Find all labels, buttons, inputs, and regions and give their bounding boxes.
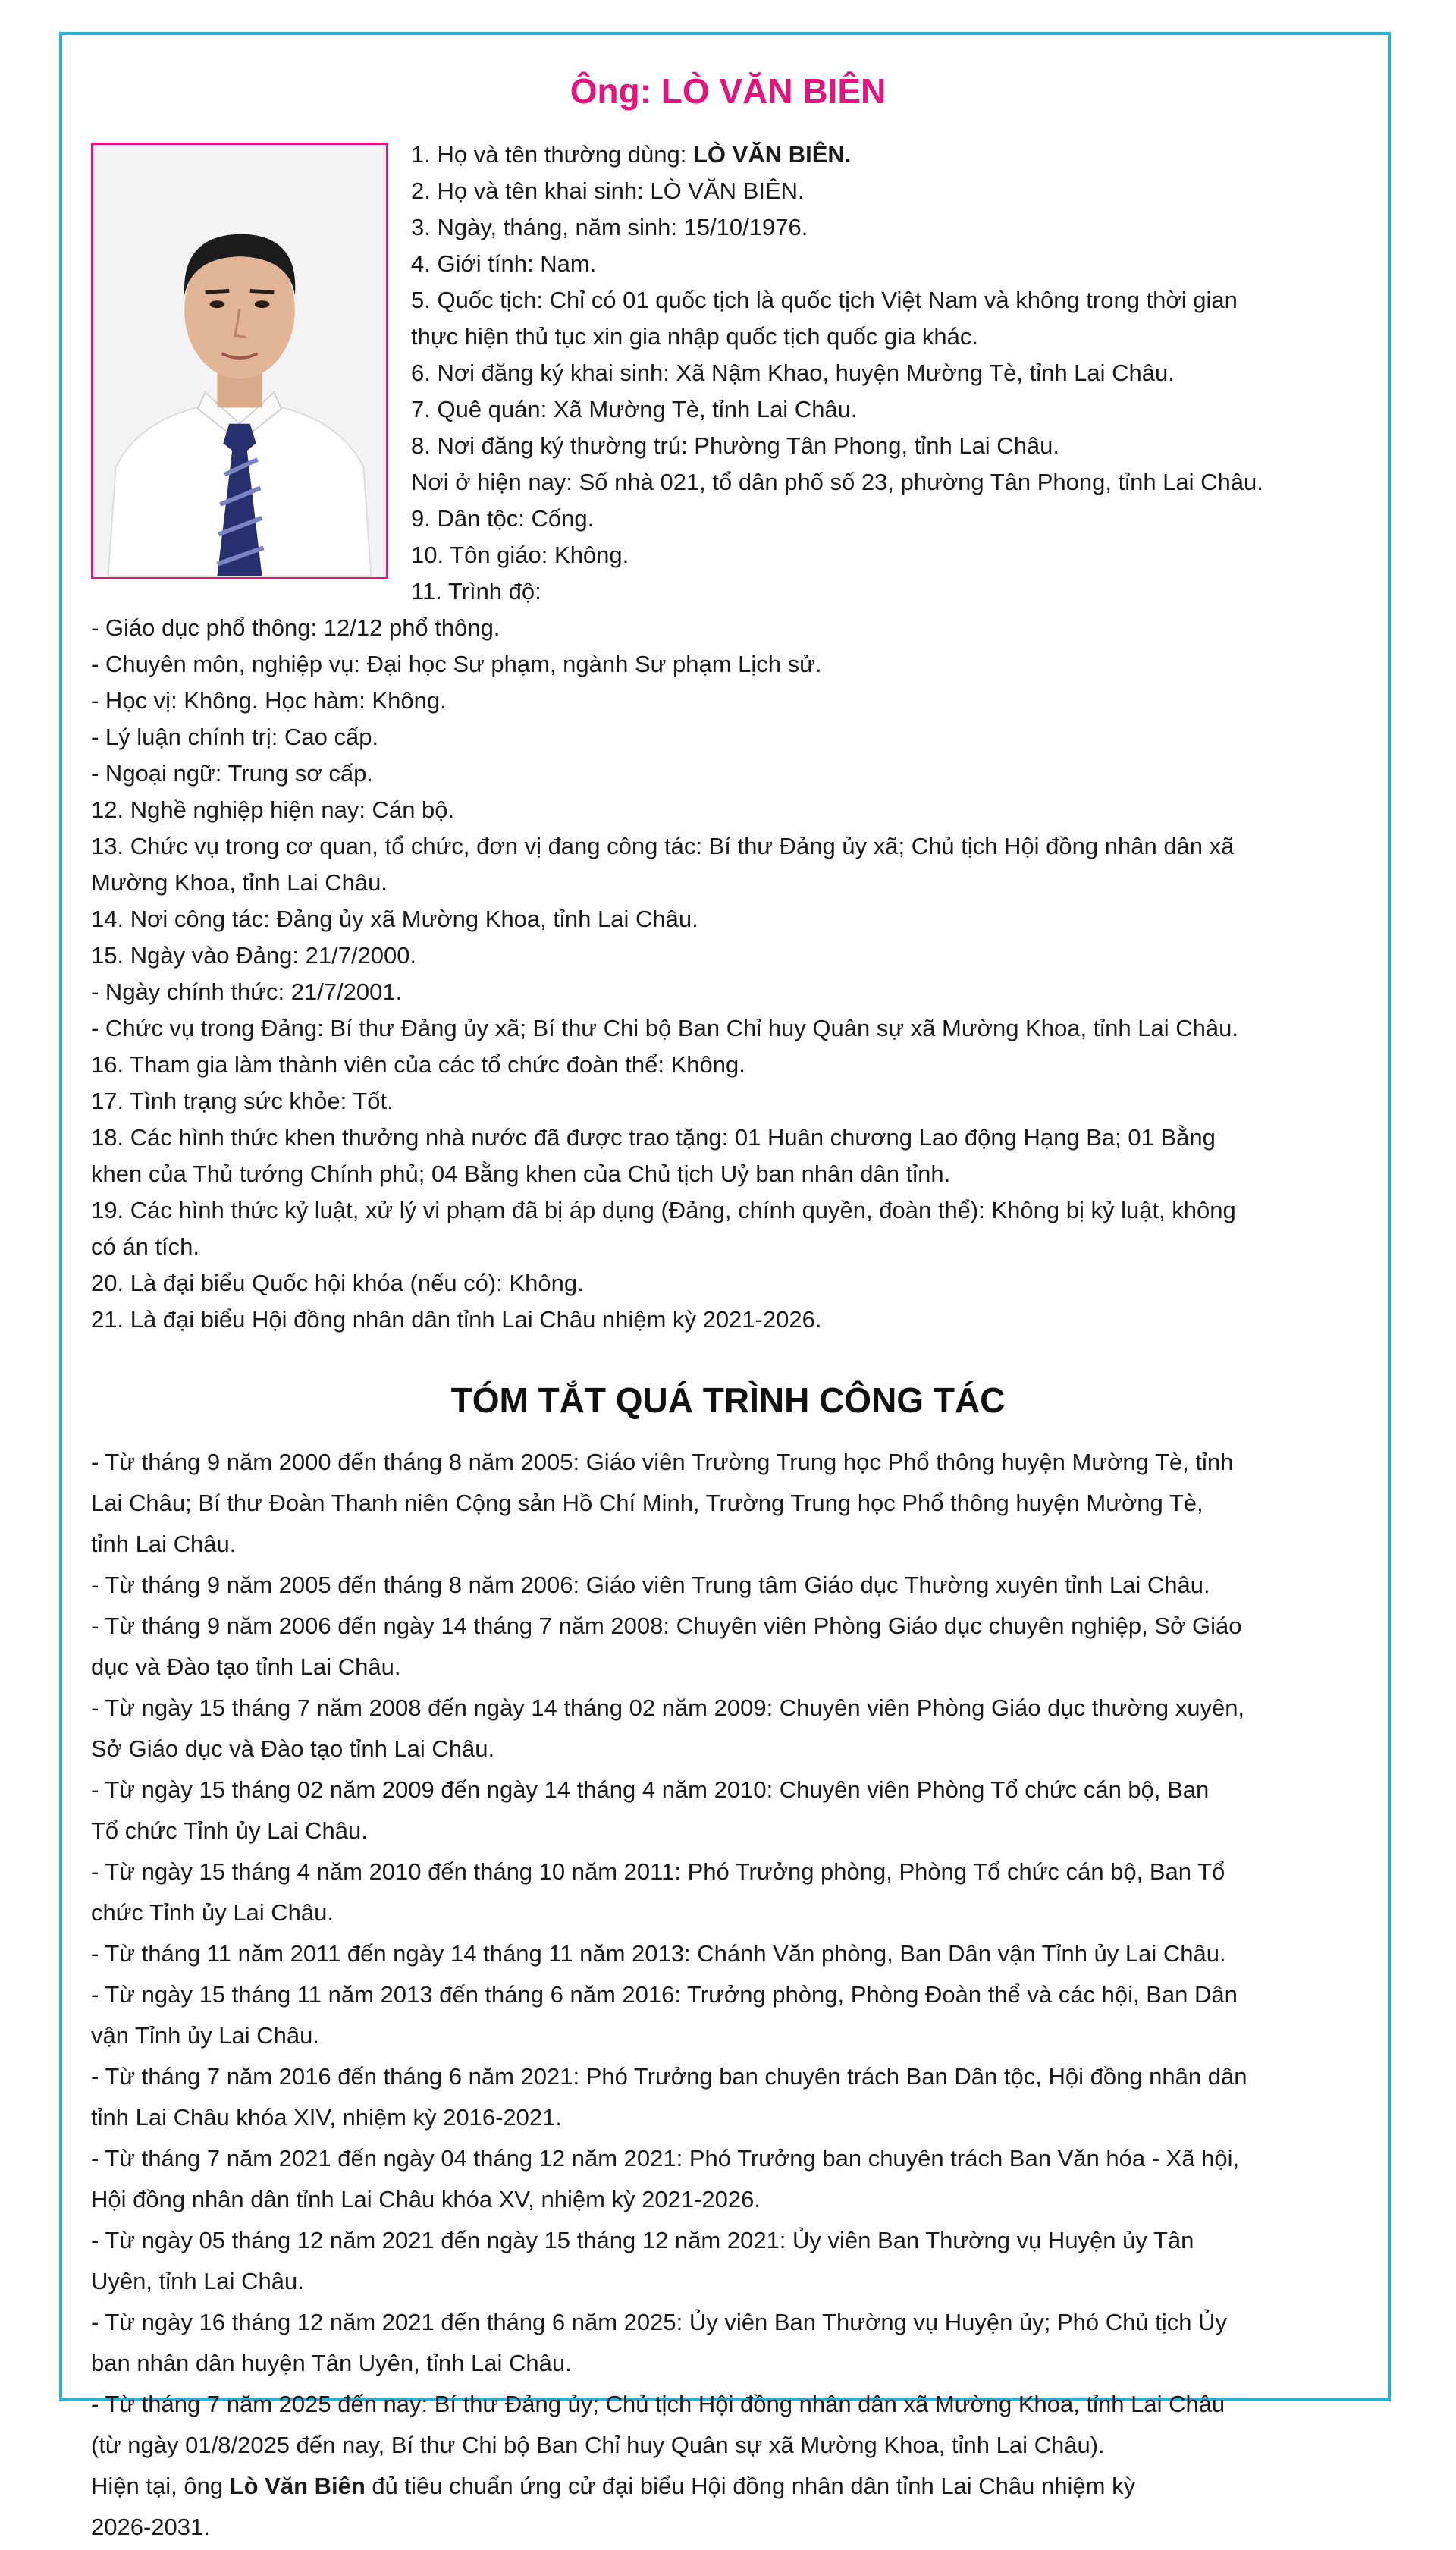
info-item-birth-registration: 6. Nơi đăng ký khai sinh: Xã Nậm Khao, huyện Mường Tè, tỉnh Lai Châu. xyxy=(411,360,1175,386)
info-item-religion: 10. Tôn giáo: Không. xyxy=(411,542,629,568)
career-section-title: TÓM TẮT QUÁ TRÌNH CÔNG TÁC xyxy=(450,1380,1006,1420)
info-item-nationality: 5. Quốc tịch: Chỉ có 01 quốc tịch là quốc tịch Việt Nam và không trong thời gian xyxy=(411,287,1238,313)
detail-line: 16. Tham gia làm thành viên của các tổ chức đoàn thể: Không. xyxy=(91,1051,745,1078)
info-label: 1. Họ và tên thường dùng: xyxy=(411,141,693,168)
conclusion-name: Lò Văn Biên xyxy=(229,2473,366,2499)
career-line: tỉnh Lai Châu khóa XIV, nhiệm kỳ 2016-2021. xyxy=(91,2104,562,2131)
career-entry xyxy=(91,2140,1365,2218)
detail-line: 14. Nơi công tác: Đảng ủy xã Mường Khoa, tỉnh Lai Châu. xyxy=(91,906,698,932)
info-item-common-name xyxy=(411,137,1365,173)
career-line: - Từ ngày 05 tháng 12 năm 2021 đến ngày 15 tháng 12 năm 2021: Ủy viên Ban Thường vụ Huyện ủy Tân xyxy=(91,2227,1194,2253)
info-item-permanent-residence: 8. Nơi đăng ký thường trú: Phường Tân Phong, tỉnh Lai Châu. xyxy=(411,432,1060,459)
career-entry xyxy=(91,2222,1365,2300)
detail-line: 21. Là đại biểu Hội đồng nhân dân tỉnh Lai Châu nhiệm kỳ 2021-2026. xyxy=(91,1306,822,1333)
career-entry xyxy=(91,1608,1365,1685)
career-line: - Từ tháng 7 năm 2025 đến nay: Bí thư Đảng ủy; Chủ tịch Hội đồng nhân dân xã Mường Khoa, tỉnh Lai Châu xyxy=(91,2391,1225,2417)
detail-line: 12. Nghề nghiệp hiện nay: Cán bộ. xyxy=(91,796,455,823)
detail-line: 18. Các hình thức khen thưởng nhà nước đã được trao tặng: 01 Huân chương Lao động Hạng Ba; 01 Bằng xyxy=(91,1124,1216,1151)
career-entry xyxy=(91,1567,1365,1603)
career-list xyxy=(91,1444,1365,2545)
detail-line: khen của Thủ tướng Chính phủ; 04 Bằng khen của Chủ tịch Uỷ ban nhân dân tỉnh. xyxy=(91,1160,951,1187)
info-item-nationality-cont: thực hiện thủ tục xin gia nhập quốc tịch quốc gia khác. xyxy=(411,323,979,350)
career-line: Uyên, tỉnh Lai Châu. xyxy=(91,2268,304,2294)
detail-line: - Giáo dục phổ thông: 12/12 phổ thông. xyxy=(91,614,500,641)
personal-info-list xyxy=(411,137,1365,610)
career-line: - Từ ngày 15 tháng 11 năm 2013 đến tháng 6 năm 2016: Trưởng phòng, Phòng Đoàn thể và các hội, Ban Dân xyxy=(91,1981,1238,2008)
detail-line: - Ngoại ngữ: Trung sơ cấp. xyxy=(91,760,373,787)
portrait-image xyxy=(93,145,386,577)
career-entry xyxy=(91,1772,1365,1849)
conclusion-suffix: đủ tiêu chuẩn ứng cử đại biểu Hội đồng nhân dân tỉnh Lai Châu nhiệm kỳ xyxy=(365,2473,1136,2499)
career-line: Lai Châu; Bí thư Đoàn Thanh niên Cộng sản Hồ Chí Minh, Trường Trung học Phổ thông huyện Mường Tè, xyxy=(91,1490,1203,1516)
career-line: Sở Giáo dục và Đào tạo tỉnh Lai Châu. xyxy=(91,1735,495,1762)
career-entry xyxy=(91,2304,1365,2382)
career-line: chức Tỉnh ủy Lai Châu. xyxy=(91,1899,334,1926)
career-line: - Từ tháng 9 năm 2006 đến ngày 14 tháng 7 năm 2008: Chuyên viên Phòng Giáo dục chuyên nghiệp, Sở Giáo xyxy=(91,1613,1242,1639)
profile-document xyxy=(91,68,1365,2550)
conclusion xyxy=(91,2468,1365,2545)
detail-line: - Ngày chính thức: 21/7/2001. xyxy=(91,978,403,1005)
career-line: tỉnh Lai Châu. xyxy=(91,1531,237,1557)
career-line: Tổ chức Tỉnh ủy Lai Châu. xyxy=(91,1817,368,1844)
conclusion-line-2: 2026-2031. xyxy=(91,2514,210,2540)
career-line: - Từ tháng 9 năm 2005 đến tháng 8 năm 2006: Giáo viên Trung tâm Giáo dục Thường xuyên tỉnh Lai Châu. xyxy=(91,1572,1210,1598)
info-value-common-name: LÒ VĂN BIÊN. xyxy=(693,141,852,168)
career-entry xyxy=(91,2386,1365,2464)
career-line: - Từ tháng 9 năm 2000 đến tháng 8 năm 2005: Giáo viên Trường Trung học Phổ thông huyện Mường Tè, tỉnh xyxy=(91,1449,1234,1475)
career-line: - Từ ngày 15 tháng 7 năm 2008 đến ngày 14 tháng 02 năm 2009: Chuyên viên Phòng Giáo dục thường xuyên, xyxy=(91,1694,1245,1721)
career-line: vận Tỉnh ủy Lai Châu. xyxy=(91,2022,320,2049)
detail-line: 19. Các hình thức kỷ luật, xử lý vi phạm đã bị áp dụng (Đảng, chính quyền, đoàn thể): Không bị kỷ luật, không xyxy=(91,1197,1236,1223)
career-entry xyxy=(91,1936,1365,1972)
career-line: - Từ ngày 15 tháng 02 năm 2009 đến ngày 14 tháng 4 năm 2010: Chuyên viên Phòng Tổ chức cán bộ, Ban xyxy=(91,1776,1210,1803)
career-line: (từ ngày 01/8/2025 đến nay, Bí thư Chi bộ Ban Chỉ huy Quân sự xã Mường Khoa, tỉnh Lai Châu). xyxy=(91,2432,1105,2458)
info-item-gender: 4. Giới tính: Nam. xyxy=(411,250,597,277)
detail-line: Mường Khoa, tỉnh Lai Châu. xyxy=(91,869,388,896)
career-line: - Từ tháng 7 năm 2021 đến ngày 04 tháng 12 năm 2021: Phó Trưởng ban chuyên trách Ban Văn hóa - Xã hội, xyxy=(91,2145,1240,2172)
info-item-birth-date: 3. Ngày, tháng, năm sinh: 15/10/1976. xyxy=(411,214,808,240)
detail-line: 17. Tình trạng sức khỏe: Tốt. xyxy=(91,1088,394,1114)
career-line: ban nhân dân huyện Tân Uyên, tỉnh Lai Châu. xyxy=(91,2350,572,2376)
career-line: - Từ tháng 7 năm 2016 đến tháng 6 năm 2021: Phó Trưởng ban chuyên trách Ban Dân tộc, Hội đồng nhân dân xyxy=(91,2063,1247,2090)
career-entry xyxy=(91,1977,1365,2054)
detail-line: - Lý luận chính trị: Cao cấp. xyxy=(91,724,379,750)
info-item-qualification: 11. Trình độ: xyxy=(411,578,541,605)
detail-line: 20. Là đại biểu Quốc hội khóa (nếu có): Không. xyxy=(91,1270,584,1296)
info-item-hometown: 7. Quê quán: Xã Mường Tè, tỉnh Lai Châu. xyxy=(411,396,858,422)
career-line: - Từ ngày 16 tháng 12 năm 2021 đến tháng 6 năm 2025: Ủy viên Ban Thường vụ Huyện ủy; Phó Chủ tịch Ủy xyxy=(91,2309,1227,2335)
info-item-ethnicity: 9. Dân tộc: Cống. xyxy=(411,505,595,532)
candidate-name-title: Ông: LÒ VĂN BIÊN xyxy=(570,71,886,111)
detail-line: - Chuyên môn, nghiệp vụ: Đại học Sư phạm, ngành Sư phạm Lịch sử. xyxy=(91,651,822,677)
candidate-portrait xyxy=(91,143,388,579)
career-entry xyxy=(91,2059,1365,2136)
conclusion-line xyxy=(91,2468,1365,2504)
detail-line: - Học vị: Không. Học hàm: Không. xyxy=(91,687,447,714)
detail-line: - Chức vụ trong Đảng: Bí thư Đảng ủy xã; Bí thư Chi bộ Ban Chỉ huy Quân sự xã Mường Khoa, tỉnh Lai Châu. xyxy=(91,1015,1238,1041)
career-line: Hội đồng nhân dân tỉnh Lai Châu khóa XV, nhiệm kỳ 2021-2026. xyxy=(91,2186,761,2212)
career-line: - Từ ngày 15 tháng 4 năm 2010 đến tháng 10 năm 2011: Phó Trưởng phòng, Phòng Tổ chức cán bộ, Ban Tổ xyxy=(91,1858,1225,1885)
info-item-birth-name: 2. Họ và tên khai sinh: LÒ VĂN BIÊN. xyxy=(411,177,805,204)
career-line: - Từ tháng 11 năm 2011 đến ngày 14 tháng 11 năm 2013: Chánh Văn phòng, Ban Dân vận Tỉnh ủy Lai Châu. xyxy=(91,1940,1226,1967)
career-line: dục và Đào tạo tỉnh Lai Châu. xyxy=(91,1653,401,1680)
detail-line: 15. Ngày vào Đảng: 21/7/2000. xyxy=(91,942,417,969)
info-item-current-residence: Nơi ở hiện nay: Số nhà 021, tổ dân phố số 23, phường Tân Phong, tỉnh Lai Châu. xyxy=(411,469,1263,495)
career-entry xyxy=(91,1690,1365,1767)
conclusion-prefix: Hiện tại, ông xyxy=(91,2473,230,2499)
profile-header xyxy=(91,137,1365,610)
career-entry xyxy=(91,1444,1365,1562)
detail-line: 13. Chức vụ trong cơ quan, tổ chức, đơn vị đang công tác: Bí thư Đảng ủy xã; Chủ tịch Hội đồng nhân dân xã xyxy=(91,833,1235,859)
detail-line: có án tích. xyxy=(91,1233,200,1260)
career-entry xyxy=(91,1854,1365,1931)
detail-list xyxy=(91,610,1365,1338)
